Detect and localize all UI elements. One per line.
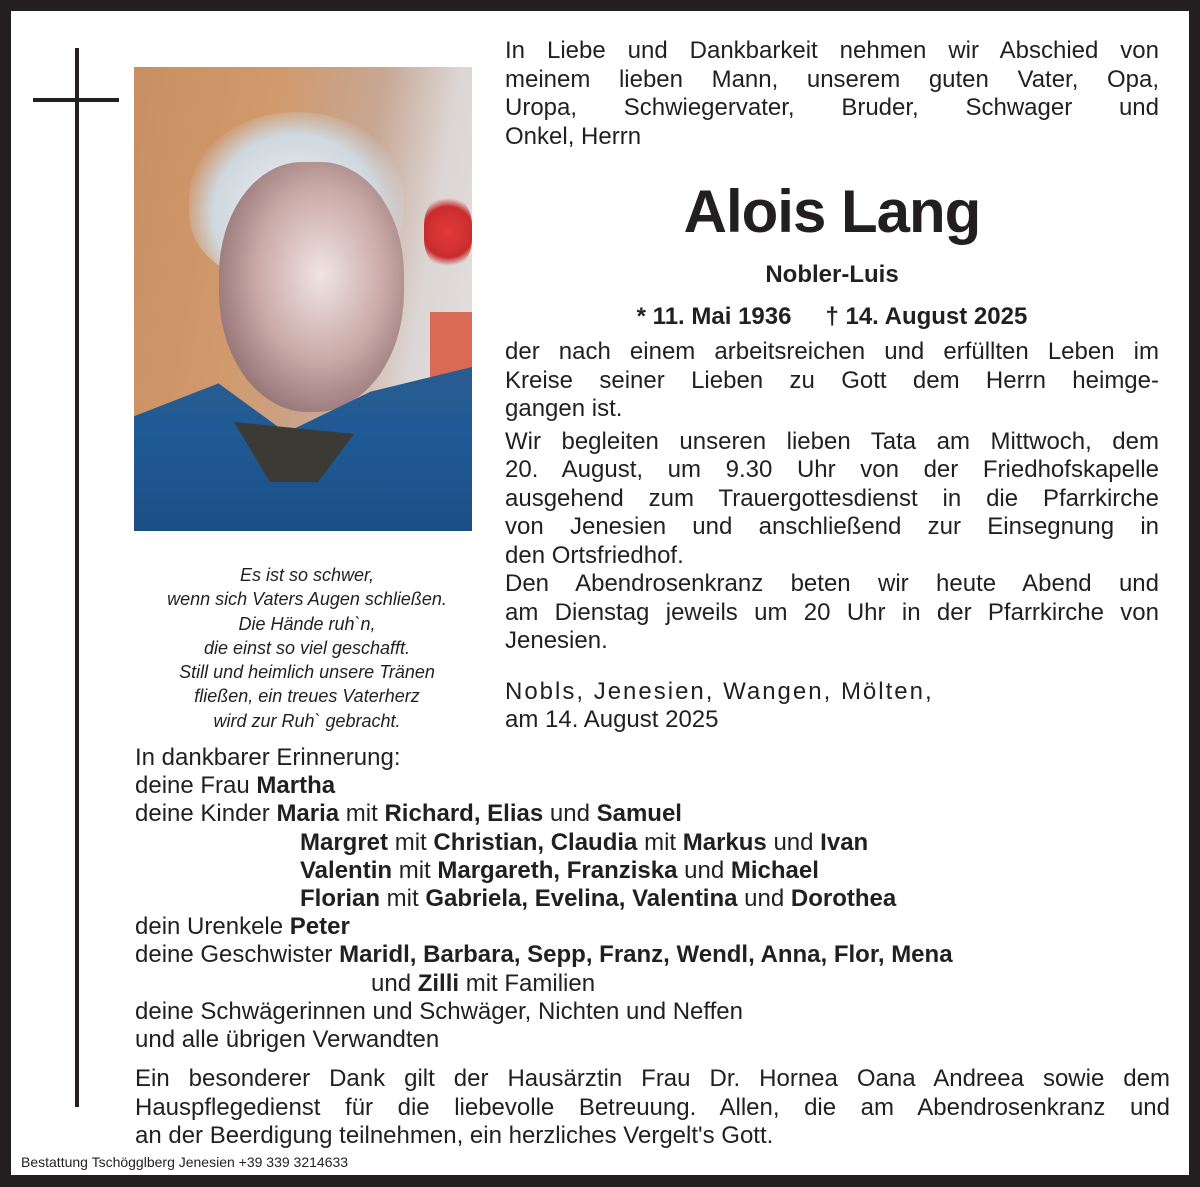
family-great-grandchild <box>135 913 1165 941</box>
relative-name: Peter <box>289 913 350 941</box>
relation-label: deine Kinder <box>135 800 277 828</box>
body-line: den Ortsfriedhof. <box>505 541 684 569</box>
life-dates <box>505 302 1159 332</box>
thanks-line: an der Beerdigung teilnehmen, ein herzliches Vergelt's Gott. <box>135 1122 774 1149</box>
portrait-photo <box>134 67 472 531</box>
poem-line: Die Hände ruh`n, <box>238 613 376 634</box>
connector: und <box>677 856 731 884</box>
undertaker-footer: Bestattung Tschögglberg Jenesien +39 339 3214633 <box>21 1154 349 1170</box>
announcement-date: am 14. August 2025 <box>505 706 719 733</box>
thanks-text <box>135 1065 1170 1151</box>
connector: und <box>543 800 597 828</box>
family-children-row <box>135 800 1165 828</box>
intro-line: In Liebe und Dankbarkeit nehmen wir Abschied von <box>505 37 1159 64</box>
thanks-line: Hauspflegedienst für die liebevolle Betreuung. Allen, die am Abendrosenkranz und <box>135 1093 1170 1121</box>
obituary-sheet <box>11 11 1189 1175</box>
family-list <box>135 744 1165 1054</box>
birth-date: * 11. Mai 1936 <box>636 303 792 330</box>
intro-line: meinem lieben Mann, unserem guten Vater, Opa, <box>505 65 1159 93</box>
connector: und <box>766 828 821 856</box>
family-siblings-cont <box>135 970 1165 998</box>
body-text <box>505 338 1159 660</box>
body-paragraph <box>505 338 1159 424</box>
relative-name: Christian, Claudia <box>433 828 638 856</box>
body-line: ausgehend zum Trauergottesdienst in die Pfarrkirche <box>505 484 1159 512</box>
relative-name: Florian <box>300 885 381 913</box>
relative-name: Maria <box>276 800 340 828</box>
connector: und <box>737 885 791 913</box>
relative-name: Martha <box>256 772 336 800</box>
family-inlaws: deine Schwägerinnen und Schwäger, Nichten und Neffen <box>135 997 743 1025</box>
photo-face <box>219 162 404 412</box>
body-line: 20. August, um 9.30 Uhr von der Friedhofskapelle <box>505 456 1159 483</box>
relative-name: Maridl, Barbara, Sepp, Franz, Wendl, Anna, Flor, Mena <box>339 941 953 969</box>
relative-name: Markus <box>682 828 767 856</box>
connector: mit <box>388 828 434 856</box>
body-line: gangen ist. <box>505 395 623 422</box>
relative-name: Margareth, Franziska <box>437 856 678 884</box>
relative-name: Samuel <box>596 800 682 828</box>
place-and-date <box>505 678 1159 734</box>
relation-label: deine Frau <box>135 772 257 800</box>
body-line: Wir begleiten unseren lieben Tata am Mittwoch, dem <box>505 427 1159 455</box>
poem-line: wenn sich Vaters Augen schließen. <box>167 589 447 610</box>
connector: mit <box>637 828 683 856</box>
relation-label: dein Urenkele <box>135 913 290 941</box>
connector: mit <box>392 856 438 884</box>
relative-name: Valentin <box>300 856 393 884</box>
relative-name: Michael <box>730 856 819 884</box>
relative-name: Dorothea <box>790 885 897 913</box>
body-line: der nach einem arbeitsreichen und erfüllten Leben im <box>505 338 1159 365</box>
family-children-row <box>135 829 1165 857</box>
deceased-nickname: Nobler-Luis <box>765 261 899 288</box>
cross-icon-bar <box>33 98 119 102</box>
children-names <box>300 857 819 884</box>
intro-line: Uropa, Schwiegervater, Bruder, Schwager und <box>505 94 1159 121</box>
poem-line: fließen, ein treues Vaterherz <box>194 686 420 707</box>
family-siblings <box>135 941 1165 969</box>
relative-name: Gabriela, Evelina, Valentina <box>425 885 738 913</box>
family-wife <box>135 772 1165 800</box>
relative-name: Ivan <box>820 828 869 856</box>
children-names <box>276 800 682 827</box>
relative-name: Richard, Elias <box>384 800 544 828</box>
body-line: von Jenesien und anschließend zur Einsegnung in <box>505 513 1159 540</box>
connector: mit <box>339 800 385 828</box>
poem-line: wird zur Ruh` gebracht. <box>213 710 401 731</box>
cross-icon <box>75 48 79 1107</box>
poem-line: Still und heimlich unsere Tränen <box>179 662 435 683</box>
places: Nobls, Jenesien, Wangen, Mölten, <box>505 678 934 705</box>
relation-label: deine Geschwister <box>135 941 340 969</box>
death-date: † 14. August 2025 <box>825 303 1028 330</box>
family-children-row <box>135 857 1165 885</box>
family-relatives: und alle übrigen Verwandten <box>135 1026 440 1054</box>
intro-text <box>505 37 1159 151</box>
connector: und <box>371 969 418 997</box>
body-paragraph <box>505 428 1159 656</box>
children-names <box>300 885 896 912</box>
relative-name: Zilli <box>417 969 460 997</box>
poem-line: die einst so viel geschafft. <box>203 637 411 658</box>
connector: mit Familien <box>459 969 596 997</box>
photo-flower <box>424 197 472 267</box>
children-names <box>300 829 868 856</box>
deceased-name: Alois Lang <box>683 178 981 245</box>
intro-line: Onkel, Herrn <box>505 122 642 150</box>
relative-name: Margret <box>300 828 389 856</box>
poem-line: Es ist so schwer, <box>239 565 375 585</box>
family-heading: In dankbarer Erinnerung: <box>135 744 401 771</box>
body-line: Den Abendrosenkranz beten wir heute Abend und <box>505 570 1159 597</box>
body-line: am Dienstag jeweils um 20 Uhr in der Pfarrkirche von <box>505 598 1159 626</box>
thanks-line: Ein besonderer Dank gilt der Hausärztin Frau Dr. Hornea Oana Andreea sowie dem <box>135 1065 1170 1092</box>
family-children-row <box>135 885 1165 913</box>
connector: mit <box>380 885 426 913</box>
body-line: Kreise seiner Lieben zu Gott dem Herrn heimge- <box>505 366 1159 394</box>
body-line: Jenesien. <box>505 627 608 654</box>
poem <box>124 563 490 733</box>
